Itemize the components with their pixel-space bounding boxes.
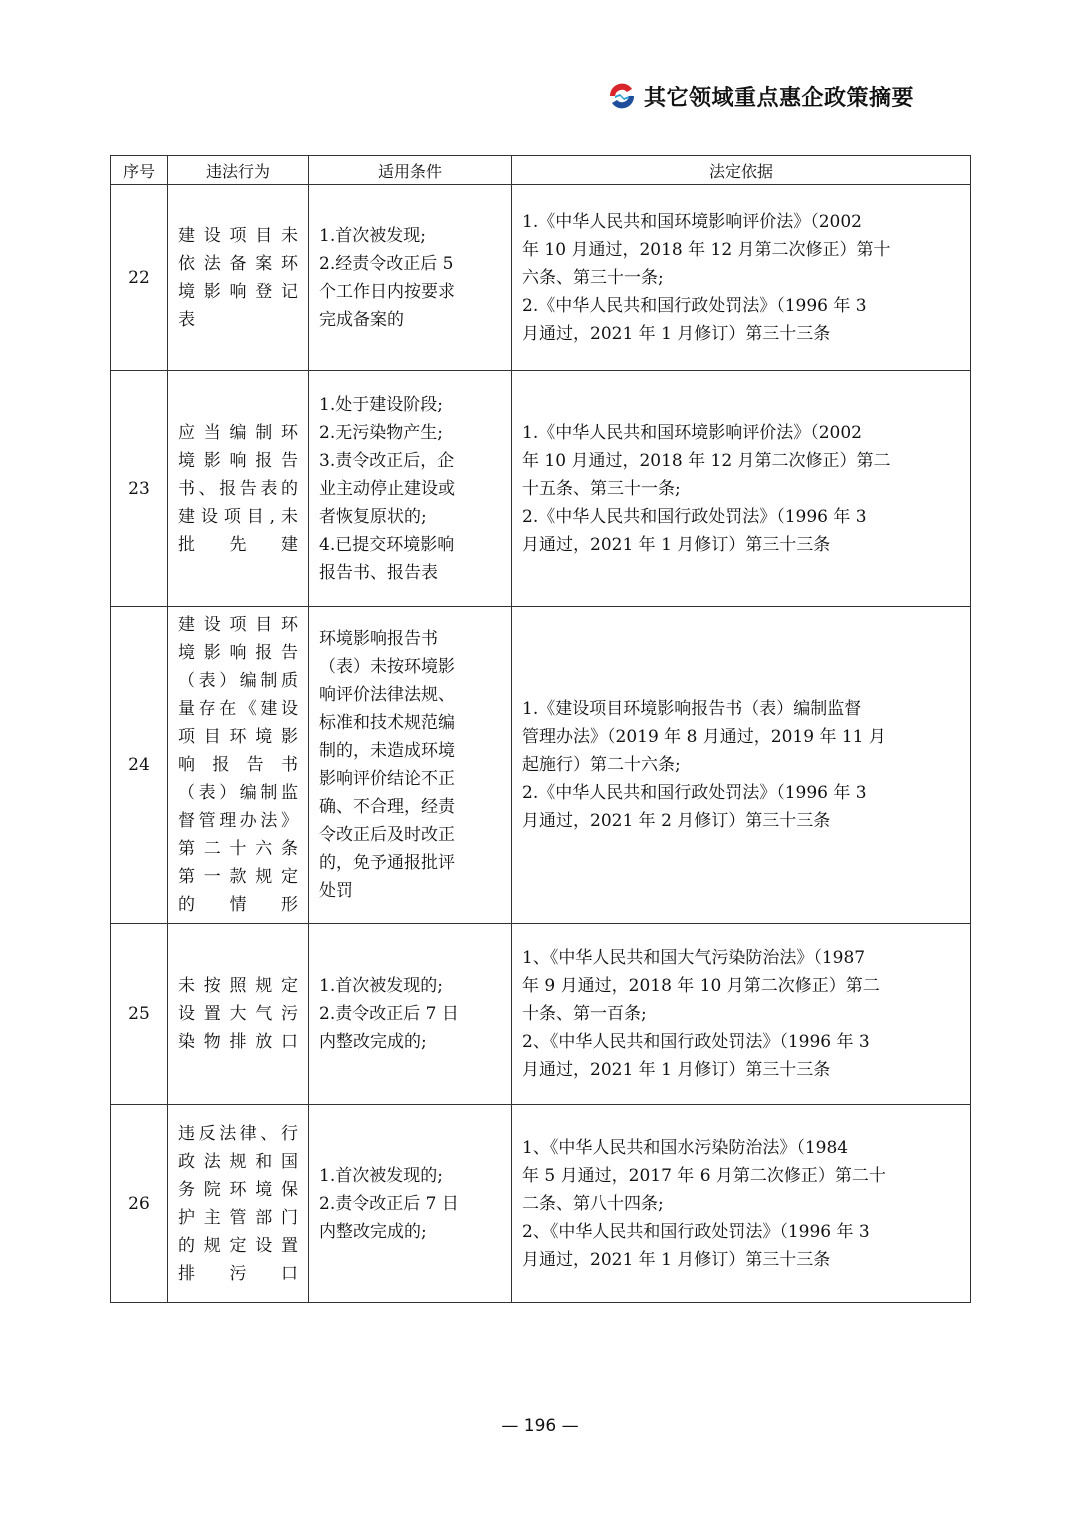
header-seq: 序号 <box>111 156 168 185</box>
row-behavior-line: 建设项目未 <box>178 225 298 246</box>
row-conditions-line: 2.经责令改正后 5 <box>319 253 454 274</box>
row-conditions-line: 的，免予通报批评 <box>319 853 455 873</box>
row-basis-line: 1、《中华人民共和国水污染防治法》（1984 <box>522 1137 849 1158</box>
table-row <box>111 371 971 607</box>
row-conditions <box>309 371 512 607</box>
row-conditions-line: 2.责令改正后 7 日 <box>319 1193 459 1214</box>
row-conditions-line: 报告书、报告表 <box>319 562 438 583</box>
policy-table <box>110 155 971 1303</box>
row-basis-line: 月通过，2021 年 1 月修订）第三十三条 <box>522 323 831 344</box>
table-row <box>111 924 971 1105</box>
header-basis: 法定依据 <box>512 156 971 185</box>
row-behavior-line: 境影响报告 <box>178 643 298 663</box>
row-basis-line: 1.《中华人民共和国环境影响评价法》（2002 <box>522 422 862 443</box>
row-conditions-line: 内整改完成的; <box>319 1032 427 1052</box>
row-behavior-line: 量存在《建设 <box>178 699 298 719</box>
row-conditions-line: 1.首次被发现的; <box>319 1165 443 1186</box>
row-basis-line: 2、《中华人民共和国行政处罚法》（1996 年 3 <box>522 1221 870 1242</box>
row-behavior-line: 应当编制环 <box>178 422 298 443</box>
table-header-row <box>111 156 971 185</box>
row-behavior-line: 表 <box>178 309 195 330</box>
row-behavior-line: 批先建 <box>178 534 298 555</box>
row-basis-line: 管理办法》（2019 年 8 月通过，2019 年 11 月 <box>522 727 886 747</box>
row-behavior-line: 依法备案环 <box>178 253 298 274</box>
row-conditions-line: 个工作日内按要求 <box>319 281 455 302</box>
row-behavior-line: 响报告书 <box>178 755 298 775</box>
row-behavior-line: 第二十六条 <box>178 839 298 859</box>
row-seq: 22 <box>111 185 168 371</box>
row-conditions <box>309 607 512 924</box>
row-conditions <box>309 924 512 1105</box>
row-seq: 24 <box>111 607 168 924</box>
brand-logo-icon <box>606 80 638 112</box>
row-behavior-line: 书、报告表的 <box>178 478 298 499</box>
row-conditions-line: 确、不合理，经责 <box>319 797 455 817</box>
row-basis <box>512 371 971 607</box>
row-behavior-line: 建设项目环 <box>178 615 298 635</box>
row-behavior-line: 违反法律、行 <box>178 1123 298 1144</box>
row-behavior <box>168 185 309 371</box>
row-conditions-line: 2.无污染物产生; <box>319 422 443 443</box>
row-basis-line: 年 10 月通过，2018 年 12 月第二次修正）第十 <box>522 239 891 260</box>
row-conditions-line: 令改正后及时改正 <box>319 825 455 845</box>
row-basis-line: 2.《中华人民共和国行政处罚法》（1996 年 3 <box>522 295 867 316</box>
header-conditions: 适用条件 <box>309 156 512 185</box>
row-conditions-line: 者恢复原状的; <box>319 506 427 527</box>
row-basis-line: 年 5 月通过，2017 年 6 月第二次修正）第二十 <box>522 1165 886 1186</box>
row-behavior-line: 境影响登记 <box>178 281 298 302</box>
row-conditions-line: 完成备案的 <box>319 309 404 330</box>
row-behavior-line: 设置大气污 <box>178 1004 298 1024</box>
row-behavior-line: 境影响报告 <box>178 450 298 471</box>
row-seq: 25 <box>111 924 168 1105</box>
row-basis-line: 月通过，2021 年 1 月修订）第三十三条 <box>522 534 831 555</box>
row-basis-line: 年 10 月通过，2018 年 12 月第二次修正）第二 <box>522 450 891 471</box>
row-behavior-line: 项目环境影 <box>178 727 298 747</box>
row-behavior-line: 染物排放口 <box>178 1032 298 1052</box>
row-behavior-line: 第一款规定 <box>178 867 298 887</box>
row-behavior-line: 督管理办法》 <box>178 811 298 831</box>
row-conditions-line: 环境影响报告书 <box>319 629 438 649</box>
row-conditions-line: 1.处于建设阶段; <box>319 394 443 415</box>
row-seq: 26 <box>111 1105 168 1303</box>
row-basis-line: 月通过，2021 年 1 月修订）第三十三条 <box>522 1249 831 1270</box>
row-basis-line: 月通过，2021 年 1 月修订）第三十三条 <box>522 1060 831 1080</box>
table-body <box>111 185 971 1303</box>
row-basis <box>512 607 971 924</box>
table-row <box>111 607 971 924</box>
row-basis <box>512 1105 971 1303</box>
row-basis-line: 起施行）第二十六条; <box>522 755 681 775</box>
row-basis-line: 1.《建设项目环境影响报告书（表）编制监督 <box>522 699 862 719</box>
page-header <box>606 78 914 114</box>
row-conditions-line: 制的，未造成环境 <box>319 741 455 761</box>
row-conditions-line: 2.责令改正后 7 日 <box>319 1004 459 1024</box>
header-behavior: 违法行为 <box>168 156 309 185</box>
row-conditions-line: 内整改完成的; <box>319 1221 427 1242</box>
row-conditions <box>309 185 512 371</box>
row-behavior-line: 未按照规定 <box>178 976 298 996</box>
row-conditions-line: 1.首次被发现; <box>319 225 426 246</box>
row-basis-line: 2.《中华人民共和国行政处罚法》（1996 年 3 <box>522 506 867 527</box>
row-basis-line: 月通过，2021 年 2 月修订）第三十三条 <box>522 811 831 831</box>
row-basis-line: 1.《中华人民共和国环境影响评价法》（2002 <box>522 211 862 232</box>
row-behavior-line: 排污口 <box>178 1263 298 1284</box>
row-behavior-line: 政法规和国 <box>178 1151 298 1172</box>
table-row <box>111 185 971 371</box>
row-behavior <box>168 1105 309 1303</box>
row-behavior <box>168 607 309 924</box>
row-behavior-line: （表）编制监 <box>178 783 298 803</box>
row-conditions-line: （表）未按环境影 <box>319 657 455 677</box>
row-behavior-line: 的规定设置 <box>178 1235 298 1256</box>
row-behavior-line: （表）编制质 <box>178 671 298 691</box>
row-conditions-line: 标准和技术规范编 <box>319 713 455 733</box>
row-basis-line: 十条、第一百条; <box>522 1004 647 1024</box>
row-conditions-line: 4.已提交环境影响 <box>319 534 455 555</box>
row-conditions-line: 3.责令改正后，企 <box>319 450 455 471</box>
table-row <box>111 1105 971 1303</box>
row-basis-line: 1、《中华人民共和国大气污染防治法》（1987 <box>522 948 866 968</box>
row-conditions <box>309 1105 512 1303</box>
row-behavior <box>168 924 309 1105</box>
row-conditions-line: 业主动停止建设或 <box>319 478 455 499</box>
row-basis-line: 十五条、第三十一条; <box>522 478 681 499</box>
header-title: 其它领域重点惠企政策摘要 <box>644 85 915 111</box>
row-basis-line: 2、《中华人民共和国行政处罚法》（1996 年 3 <box>522 1032 870 1052</box>
row-behavior-line: 建设项目,未 <box>178 506 298 527</box>
row-conditions-line: 1.首次被发现的; <box>319 976 443 996</box>
row-behavior-line: 的情形 <box>178 895 298 915</box>
page-number: — 196 — <box>501 1416 579 1436</box>
row-behavior-line: 务院环境保 <box>178 1179 298 1200</box>
row-basis-line: 2.《中华人民共和国行政处罚法》（1996 年 3 <box>522 783 867 803</box>
row-basis-line: 二条、第八十四条; <box>522 1193 664 1214</box>
row-conditions-line: 影响评价结论不正 <box>319 769 455 789</box>
row-basis-line: 年 9 月通过，2018 年 10 月第二次修正）第二 <box>522 976 880 996</box>
row-conditions-line: 响评价法律法规、 <box>319 685 455 705</box>
row-basis <box>512 185 971 371</box>
row-conditions-line: 处罚 <box>319 881 353 901</box>
row-behavior-line: 护主管部门 <box>178 1207 298 1228</box>
row-basis-line: 六条、第三十一条; <box>522 267 664 288</box>
row-basis <box>512 924 971 1105</box>
row-seq: 23 <box>111 371 168 607</box>
row-behavior <box>168 371 309 607</box>
